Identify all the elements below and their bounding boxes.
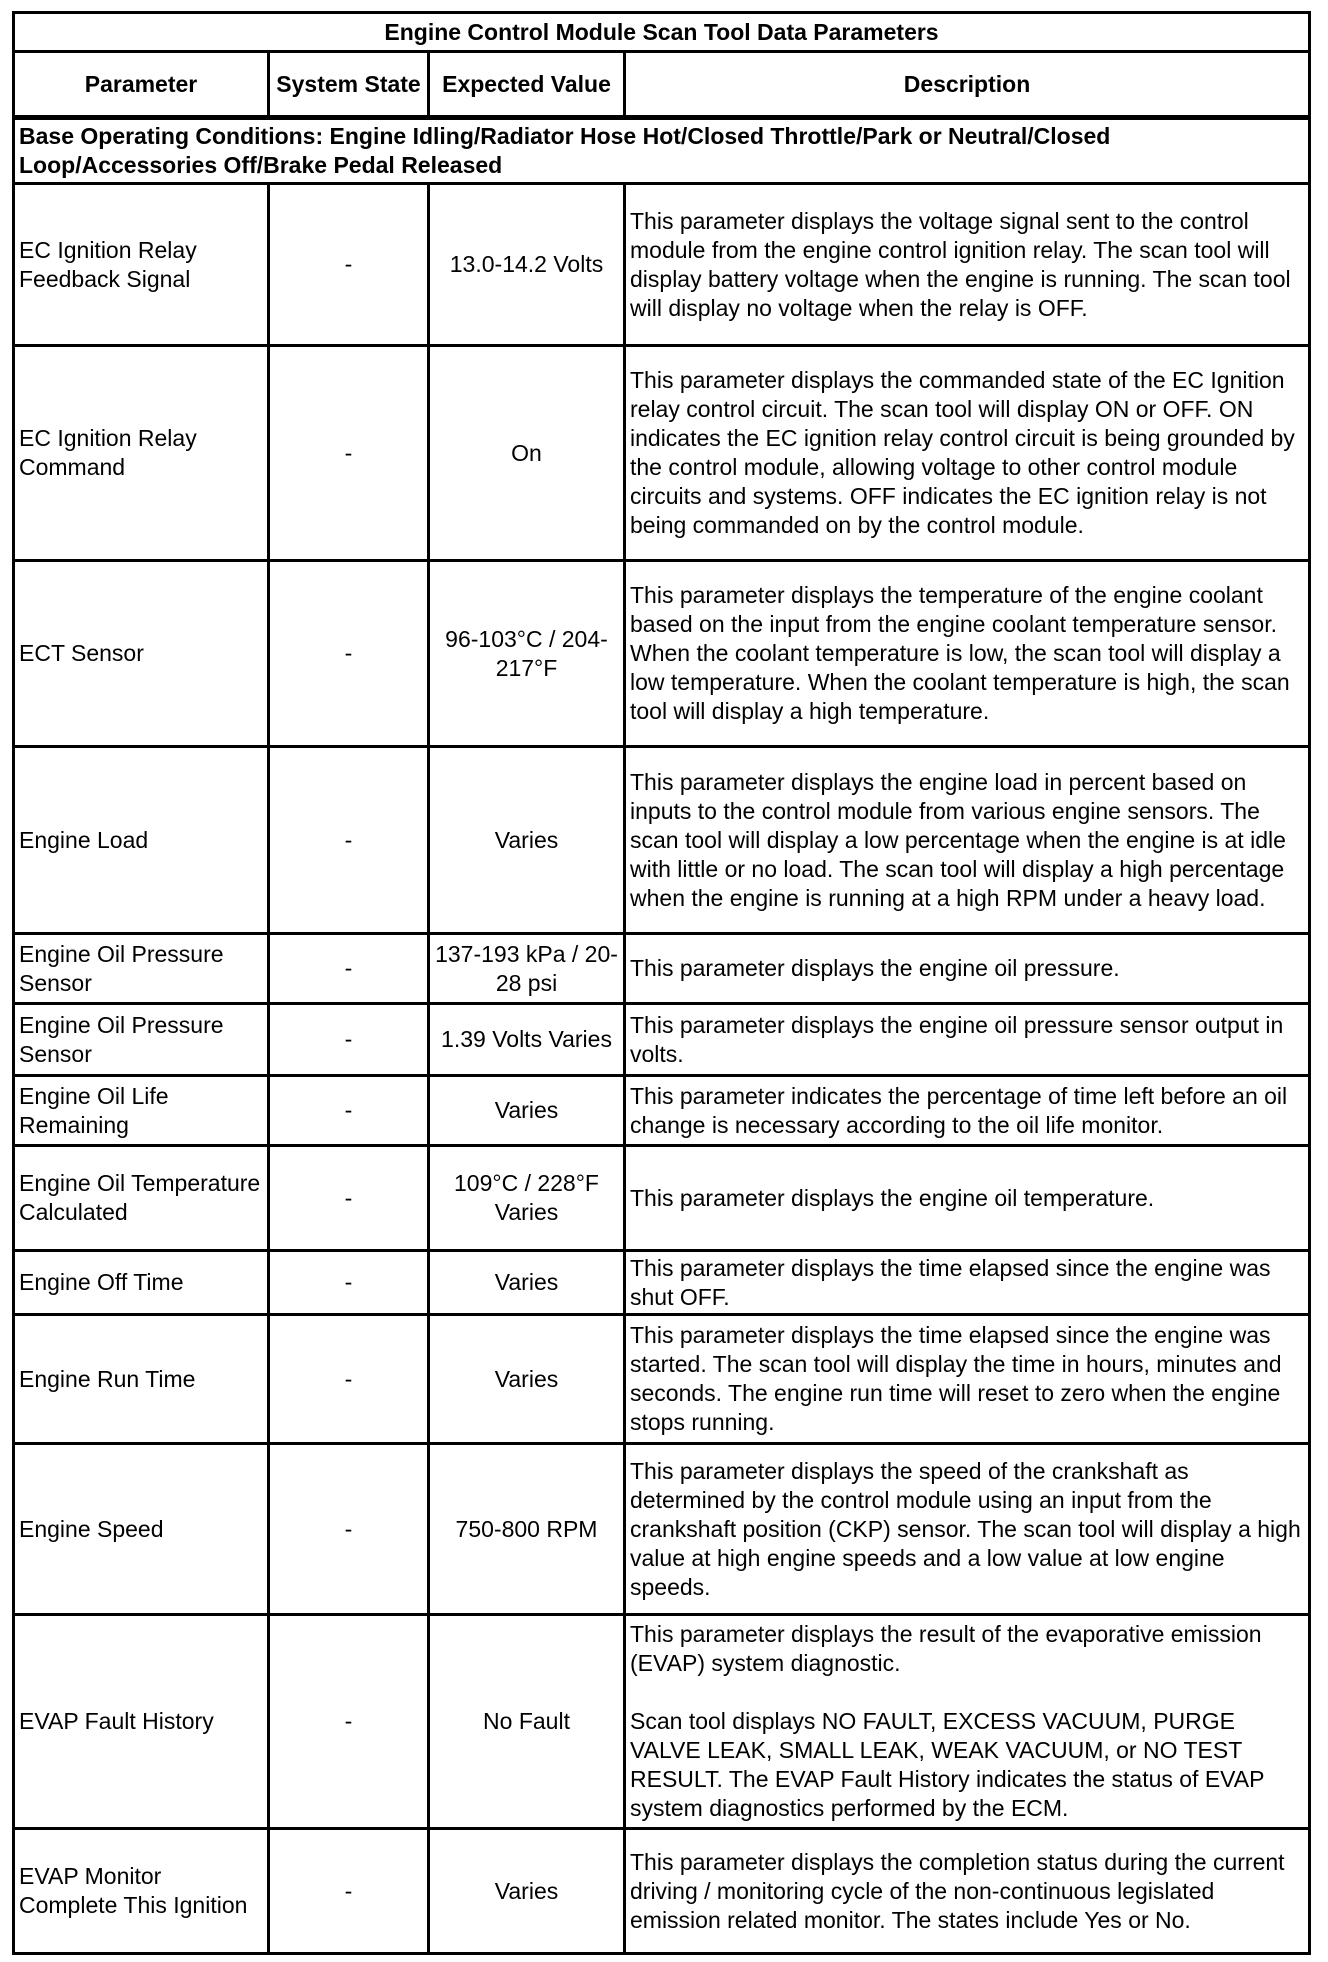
description-paragraph: This parameter displays the engine oil temperature.	[630, 1184, 1155, 1211]
table-row	[14, 1004, 1310, 1076]
scan-tool-data-table	[12, 11, 1311, 1955]
description-paragraph: This parameter displays the commanded state of the EC Ignition relay control circuit. The scan tool will display ON or OFF. ON indicates the EC ignition relay control circuit is being grounded by the control module, allowing voltage to other control module circuits and systems. OFF indicates the EC ignition relay is not being commanded on by the control module.	[630, 367, 1295, 538]
description-cell	[625, 1315, 1310, 1444]
description-cell	[625, 1076, 1310, 1146]
parameter-cell: EC Ignition Relay Command	[14, 346, 269, 561]
parameter-cell: EVAP Monitor Complete This Ignition	[14, 1829, 269, 1954]
system-state-cell: -	[269, 1146, 429, 1251]
parameter-cell: Engine Oil Pressure Sensor	[14, 934, 269, 1004]
description-paragraph: This parameter displays the time elapsed since the engine was shut OFF.	[630, 1254, 1271, 1310]
description-cell	[625, 184, 1310, 346]
parameter-cell: Engine Off Time	[14, 1251, 269, 1315]
base-operating-conditions: Base Operating Conditions: Engine Idling/Radiator Hose Hot/Closed Throttle/Park or Neutral/Closed Loop/Accessories Off/Brake Pedal Released	[14, 118, 1310, 184]
system-state-cell: -	[269, 934, 429, 1004]
parameter-cell: Engine Speed	[14, 1444, 269, 1615]
description-cell	[625, 346, 1310, 561]
table-row	[14, 346, 1310, 561]
description-cell	[625, 1615, 1310, 1829]
header-parameter: Parameter	[14, 52, 269, 118]
description-paragraph: This parameter displays the temperature of the engine coolant based on the input from the engine coolant temperature sensor. When the coolant temperature is low, the scan tool will display a low temperature. When the coolant temperature is high, the scan tool will display a high temperature.	[630, 582, 1290, 724]
table-row	[14, 1251, 1310, 1315]
system-state-cell: -	[269, 1004, 429, 1076]
expected-value-cell: 750-800 RPM	[429, 1444, 625, 1615]
table-row	[14, 1315, 1310, 1444]
header-system-state: System State	[269, 52, 429, 118]
expected-value-cell: 96-103°C / 204-217°F	[429, 561, 625, 747]
parameter-cell: ECT Sensor	[14, 561, 269, 747]
system-state-cell: -	[269, 1251, 429, 1315]
description-paragraph: This parameter displays the time elapsed since the engine was started. The scan tool will display the time in hours, minutes and seconds. The engine run time will reset to zero when the engine stops running.	[630, 1322, 1282, 1435]
parameter-cell: EC Ignition Relay Feedback Signal	[14, 184, 269, 346]
description-cell	[625, 1146, 1310, 1251]
parameter-cell: Engine Oil Life Remaining	[14, 1076, 269, 1146]
header-description: Description	[625, 52, 1310, 118]
table-row	[14, 1076, 1310, 1146]
system-state-cell: -	[269, 1829, 429, 1954]
table-title-row	[14, 13, 1310, 52]
description-cell	[625, 1829, 1310, 1954]
system-state-cell: -	[269, 1444, 429, 1615]
description-paragraph: This parameter displays the engine oil pressure.	[630, 955, 1120, 981]
table-row	[14, 184, 1310, 346]
description-cell	[625, 934, 1310, 1004]
expected-value-cell: 137-193 kPa / 20-28 psi	[429, 934, 625, 1004]
description-cell	[625, 561, 1310, 747]
expected-value-cell: 13.0-14.2 Volts	[429, 184, 625, 346]
system-state-cell: -	[269, 1076, 429, 1146]
expected-value-cell: Varies	[429, 1251, 625, 1315]
base-conditions-row	[14, 118, 1310, 184]
table-row	[14, 934, 1310, 1004]
system-state-cell: -	[269, 1615, 429, 1829]
description-paragraph: This parameter displays the result of the evaporative emission (EVAP) system diagnostic.	[630, 1621, 1262, 1676]
table-row	[14, 747, 1310, 934]
description-cell	[625, 1444, 1310, 1615]
description-cell	[625, 747, 1310, 934]
system-state-cell: -	[269, 1315, 429, 1444]
expected-value-cell: Varies	[429, 747, 625, 934]
table-header-row	[14, 52, 1310, 118]
expected-value-cell: Varies	[429, 1076, 625, 1146]
parameter-cell: Engine Load	[14, 747, 269, 934]
parameter-cell: EVAP Fault History	[14, 1615, 269, 1829]
table-row	[14, 1146, 1310, 1251]
expected-value-cell: 1.39 Volts Varies	[429, 1004, 625, 1076]
description-paragraph: This parameter displays the speed of the crankshaft as determined by the control module using an input from the crankshaft position (CKP) sensor. The scan tool will display a high value at high engine speeds and a low value at low engine speeds.	[630, 1457, 1301, 1600]
system-state-cell: -	[269, 747, 429, 934]
header-expected-value: Expected Value	[429, 52, 625, 118]
description-paragraph: This parameter indicates the percentage of time left before an oil change is necessary according to the oil life monitor.	[630, 1082, 1288, 1138]
expected-value-cell: No Fault	[429, 1615, 625, 1829]
expected-value-cell: Varies	[429, 1315, 625, 1444]
system-state-cell: -	[269, 561, 429, 747]
description-cell	[625, 1251, 1310, 1315]
description-paragraph: This parameter displays the engine oil pressure sensor output in volts.	[630, 1011, 1284, 1067]
parameter-cell: Engine Oil Temperature Calculated	[14, 1146, 269, 1251]
system-state-cell: -	[269, 346, 429, 561]
description-paragraph: This parameter displays the engine load in percent based on inputs to the control module from various engine sensors. The scan tool will display a low percentage when the engine is at idle with little or no load. The scan tool will display a high percentage when the engine is running at a high RPM under a heavy load.	[630, 768, 1286, 911]
table-row	[14, 561, 1310, 747]
system-state-cell: -	[269, 184, 429, 346]
expected-value-cell: Varies	[429, 1829, 625, 1954]
description-paragraph: This parameter displays the voltage signal sent to the control module from the engine control ignition relay. The scan tool will display battery voltage when the engine is running. The scan tool will display no voltage when the relay is OFF.	[630, 207, 1291, 321]
description-cell	[625, 1004, 1310, 1076]
table-row	[14, 1829, 1310, 1954]
table-row	[14, 1615, 1310, 1829]
description-paragraph: This parameter displays the completion status during the current driving / monitoring cycle of the non-continuous legislated emission related monitor. The states include Yes or No.	[630, 1848, 1285, 1933]
parameter-cell: Engine Oil Pressure Sensor	[14, 1004, 269, 1076]
expected-value-cell: On	[429, 346, 625, 561]
description-paragraph: Scan tool displays NO FAULT, EXCESS VACUUM, PURGE VALVE LEAK, SMALL LEAK, WEAK VACUUM, or NO TEST RESULT. The EVAP Fault History indicates the status of EVAP system diagnostics performed by the ECM.	[630, 1708, 1265, 1821]
expected-value-cell: 109°C / 228°F Varies	[429, 1146, 625, 1251]
table-row	[14, 1444, 1310, 1615]
parameter-cell: Engine Run Time	[14, 1315, 269, 1444]
table-title: Engine Control Module Scan Tool Data Parameters	[14, 13, 1310, 52]
